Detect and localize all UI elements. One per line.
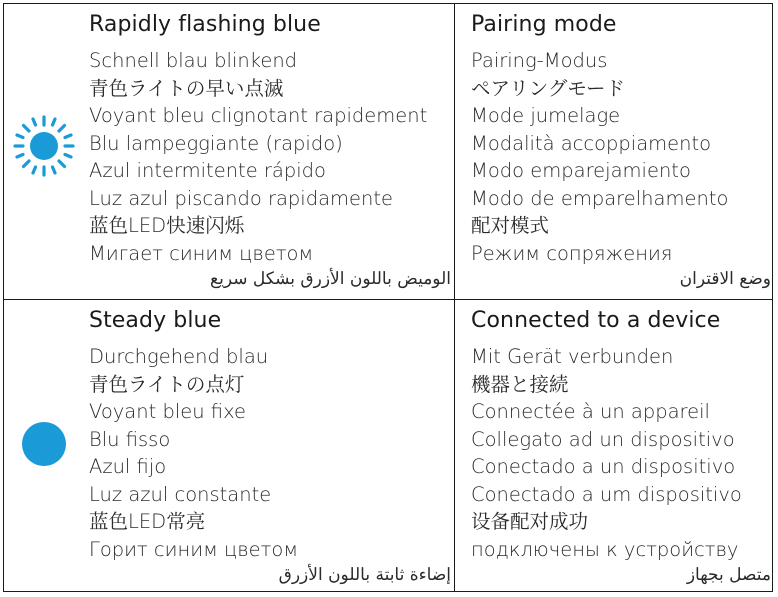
translation-line: 蓝色LED快速闪烁 [89,214,245,237]
translation-line: Voyant bleu fixe [89,400,247,423]
translation-line: ペアリングモード [471,76,626,100]
led-steady-icon [12,412,76,476]
arabic-line: متصل بجهاز [686,565,771,585]
translation-line: 设备配对成功 [471,510,589,533]
translation-line: Luz azul constante [89,482,272,506]
arabic-line: إضاءة ثابتة باللون الأزرق [278,565,451,585]
translation-line: Azul fijo [89,455,167,478]
translation-line: Modo emparejamiento [471,159,691,182]
translation-line: Горит синим цветом [89,537,299,561]
translation-line: Durchgehend blau [89,345,269,368]
translation-line: Pairing-Modus [471,49,608,72]
column-divider [454,4,455,591]
translation-line: Schnell blau blinkend [89,49,298,72]
translation-line: Azul intermitente rápido [89,159,326,182]
cell-title: Steady blue [89,308,222,333]
translation-line: 青色ライトの早い点滅 [89,76,284,100]
cell-title: Pairing mode [471,12,617,37]
translation-line: Blu lampeggiante (rapido) [89,131,343,155]
translation-line: Режим сопряжения [471,241,673,265]
arabic-line: الوميض باللون الأزرق بشكل سريع [210,269,451,289]
connected-cell [471,300,771,593]
status-table [3,3,773,592]
cell-title: Connected to a device [471,308,721,333]
translation-line: 蓝色LED常亮 [89,510,206,533]
cell-title: Rapidly flashing blue [89,12,321,37]
translation-line: Connectée à un appareil [471,400,710,423]
led-flashing-icon [12,114,76,178]
translation-line: Conectado a um dispositivo [471,482,742,506]
translation-line: Modalità accoppiamento [471,131,712,155]
arabic-line: وضع الاقتران [679,269,771,289]
translation-line: Collegato ad un dispositivo [471,427,735,451]
pairing-mode-cell [471,4,771,299]
flashing-blue-cell [89,4,451,299]
translation-line: подключены к устройству [471,537,739,561]
translation-line: Mit Gerät verbunden [471,345,674,368]
translation-line: 青色ライトの点灯 [89,372,245,396]
translation-line: 機器と接続 [471,372,569,396]
translation-line: Blu fisso [89,427,171,451]
translation-line: Voyant bleu clignotant rapidement [89,104,428,127]
translation-line: 配对模式 [471,214,550,237]
translation-line: Modo de emparelhamento [471,186,729,210]
translation-line: Conectado a un dispositivo [471,455,736,478]
steady-blue-cell [89,300,451,593]
translation-line: Мигает синим цветом [89,241,314,265]
translation-line: Mode jumelage [471,104,621,127]
translation-line: Luz azul piscando rapidamente [89,186,394,210]
